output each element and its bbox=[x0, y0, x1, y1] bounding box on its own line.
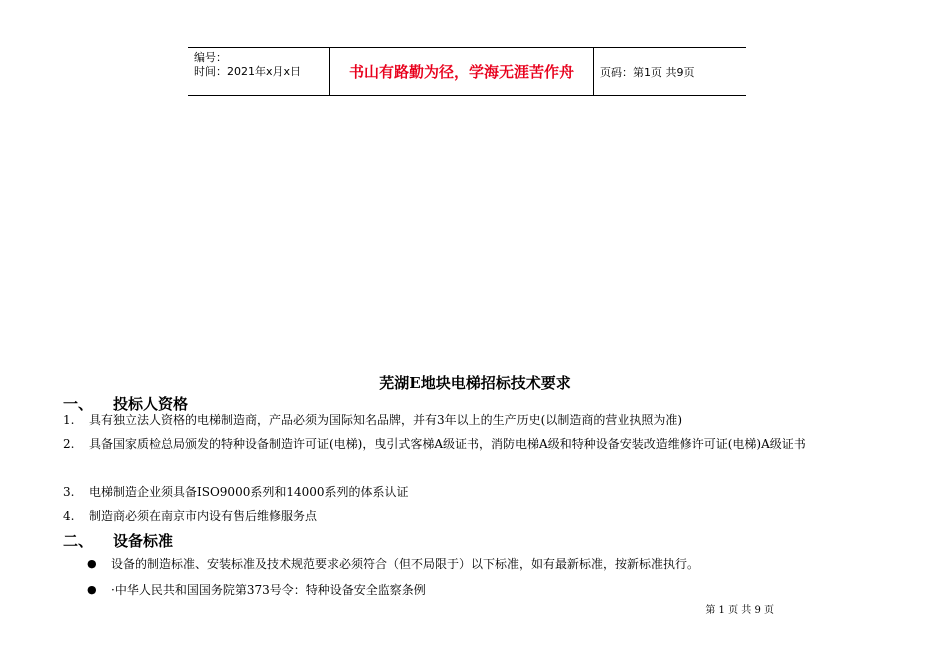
item-text: ·中华人民共和国国务院第373号令：特种设备安全监察条例 bbox=[111, 583, 426, 597]
list-item bbox=[63, 552, 873, 576]
list-item bbox=[63, 504, 873, 528]
item-text: 制造商必须在南京市内设有售后维修服务点 bbox=[89, 509, 318, 523]
item-text: 设备的制造标准、安装标准及技术规范要求必须符合（但不局限于）以下标准，如有最新标准，按新标准执行。 bbox=[111, 557, 700, 571]
item-text: 具备国家质检总局颁发的特种设备制造许可证(电梯)，曳引式客梯A级证书，消防电梯A级和特种设备安装改造维修许可证(电梯)A级证书 bbox=[89, 437, 806, 451]
motto-text: 书山有路勤为径，学海无涯苦作舟 bbox=[348, 63, 574, 81]
header-page-cell bbox=[594, 48, 746, 95]
section-title: 设备标准 bbox=[113, 532, 174, 550]
item-number: 4. bbox=[63, 509, 75, 523]
list-item bbox=[63, 432, 873, 456]
number-label: 编号： bbox=[194, 51, 227, 64]
section-heading-2 bbox=[63, 530, 173, 551]
section-number: 二、 bbox=[63, 532, 94, 550]
bullet-icon: ● bbox=[87, 557, 97, 570]
time-label: 时间：2021年x月x日 bbox=[194, 65, 302, 78]
header-meta-cell bbox=[188, 48, 330, 95]
item-number: 3. bbox=[63, 485, 75, 499]
item-number: 1. bbox=[63, 413, 75, 427]
bullet-icon: ● bbox=[87, 583, 97, 596]
item-text: 电梯制造企业须具备ISO9000系列和14000系列的体系认证 bbox=[89, 485, 409, 499]
list-item bbox=[63, 408, 873, 432]
header-table bbox=[188, 47, 746, 96]
header-motto-cell bbox=[330, 48, 594, 95]
section-title: 投标人资格 bbox=[113, 395, 189, 413]
footer-page-indicator: 第 1 页 共 9 页 bbox=[705, 605, 774, 616]
item-number: 2. bbox=[63, 437, 75, 451]
document-title: 芜湖E地块电梯招标技术要求 bbox=[379, 374, 571, 392]
list-item bbox=[63, 578, 873, 602]
list-item bbox=[63, 480, 873, 504]
item-text: 具有独立法人资格的电梯制造商，产品必须为国际知名品牌，并有3年以上的生产历史(以制造商的营业执照为准) bbox=[89, 413, 683, 427]
page-label: 页码：第1页 共9页 bbox=[600, 65, 695, 79]
section-number: 一、 bbox=[63, 395, 94, 413]
